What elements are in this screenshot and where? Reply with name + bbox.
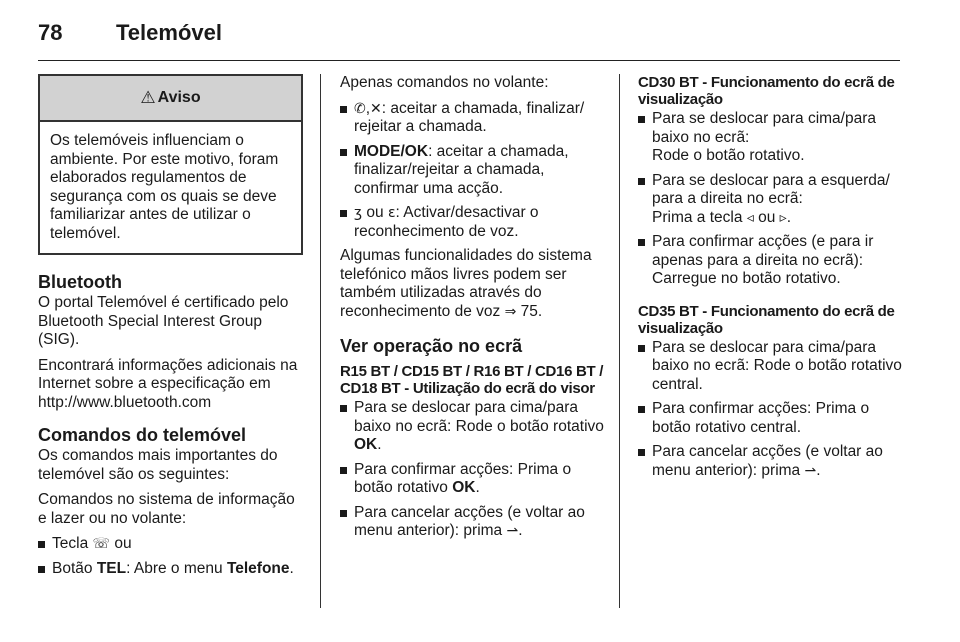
bluetooth-paragraph-2: Encontrará informações adicionais na Internet sobre a especificação em http://www.bluetooth.com (38, 356, 298, 411)
list-item (638, 443, 902, 480)
list-item: Para confirmar acções: Prima o botão rotativo central. (638, 400, 902, 437)
back-icon: ⇀ (506, 523, 519, 539)
column-divider-1 (320, 74, 321, 608)
bullet-text: . (475, 479, 480, 496)
bullet-text: Tecla (52, 535, 89, 552)
phone-key-icon: ☏ (92, 536, 111, 552)
bullet-text: : Activar/desactivar o reconhecimento de voz. (354, 204, 539, 240)
right-arrow-icon: ▹ (779, 209, 787, 226)
bullet-text: ou (366, 204, 384, 221)
list-item (340, 204, 605, 241)
bullet-text: ou (758, 208, 776, 226)
commands-list (38, 535, 303, 578)
bullet-text: : Abre o menu (126, 559, 223, 577)
list-item (38, 560, 303, 579)
voice-off-icon: ɛ (387, 205, 396, 221)
list-item (340, 504, 605, 541)
list-item: ✆,✕: aceitar a chamada, finalizar/ rejeitar a chamada. (340, 100, 605, 137)
ok-label: OK (452, 479, 476, 496)
column-1 (38, 74, 303, 584)
warning-header (40, 76, 301, 122)
ok-label: OK (354, 436, 378, 453)
commands-heading: Comandos do telemóvel (38, 425, 247, 445)
display-operation-list (340, 399, 605, 541)
cd30-heading: CD30 BT - Funcionamento do ecrã de visualização (638, 74, 895, 108)
left-arrow-icon: ◃ (746, 209, 754, 226)
list-item: Para se deslocar para cima/para baixo no ecrã: Rode o botão rotativo central. (638, 339, 902, 395)
bullet-text: Rode o botão rotativo. (652, 147, 805, 164)
bullet-text: Para confirmar acções: Prima o botão rotativo (354, 460, 572, 496)
list-item (340, 461, 605, 498)
list-item (638, 172, 902, 228)
warning-text: Os telemóveis influenciam o ambiente. Por este motivo, foram elaborados regulamentos de segurança com os quais se deve familiarizar antes de utilizar o telemóvel. (50, 132, 279, 242)
column-3 (638, 74, 902, 486)
cd30-list (638, 110, 902, 289)
sub-heading: R15 BT / CD15 BT / R16 BT / CD16 BT / CD18 BT - Utilização do ecrã do visor (340, 363, 604, 397)
bullet-text: Para cancelar acções (e voltar ao menu anterior): prima (354, 503, 585, 539)
features-text: Algumas funcionalidades do sistema telefónico mãos livres podem ser também utilizadas através do reconhecimento de voz (340, 247, 592, 320)
bullet-text: . (786, 208, 792, 226)
list-item (38, 535, 303, 554)
bullet-text: : aceitar a chamada, finalizar/ rejeitar a chamada. (354, 99, 585, 135)
reference-arrow-icon: ⇒ (504, 303, 517, 320)
bullet-text: Para se deslocar para cima/para baixo no ecrã: (652, 110, 877, 146)
bullet-text: Para cancelar acções (e voltar ao menu anterior): prima (652, 443, 883, 479)
bullet-text: : aceitar a chamada, finalizar/rejeitar a chamada, confirmar uma acção. (354, 142, 569, 197)
warning-title: Aviso (157, 88, 201, 106)
warning-icon: ⚠ (140, 87, 156, 107)
bullet-text: . (377, 436, 382, 453)
list-item (638, 233, 902, 289)
column-divider-2 (619, 74, 620, 608)
steering-commands-list (340, 100, 605, 242)
column-2 (340, 74, 605, 547)
call-accept-icon: ✆ (354, 100, 366, 117)
features-paragraph (340, 247, 605, 321)
tel-key-label: TEL (96, 559, 127, 577)
section-heading: Ver operação no ecrã (340, 336, 523, 356)
bullet-text: . (289, 559, 294, 577)
bullet-text: Carregue no botão rotativo. (652, 270, 841, 287)
page-number: 78 (38, 20, 63, 45)
bullet-text: Para se deslocar para cima/para baixo no ecrã: Rode o botão rotativo (354, 399, 604, 435)
bluetooth-paragraph-1: O portal Telemóvel é certificado pelo Bluetooth Special Interest Group (SIG). (38, 294, 289, 348)
steering-intro: Apenas comandos no volante: (340, 74, 549, 91)
bullet-text: Para se deslocar para a esquerda/ para a direita no ecrã: (652, 171, 890, 207)
warning-box (38, 74, 303, 255)
bullet-text: Para confirmar acções (e para ir apenas para a direita no ecrã): (652, 233, 874, 269)
bullet-text: Botão (52, 559, 93, 577)
mode-ok-label: MODE/OK (354, 142, 429, 160)
telefone-menu-label: Telefone (226, 559, 290, 577)
commands-paragraph-2: Comandos no sistema de informação e lazer ou no volante: (38, 491, 295, 527)
bullet-text: Prima a tecla (652, 208, 743, 226)
call-end-icon: ✕ (370, 100, 382, 117)
cd35-list (638, 339, 902, 481)
bluetooth-heading: Bluetooth (38, 272, 122, 292)
bullet-text: . (816, 461, 821, 479)
header-rule (38, 60, 900, 61)
bullet-text: . (518, 522, 523, 539)
page-reference: 75. (520, 302, 543, 320)
list-item (638, 110, 902, 166)
list-item (340, 143, 605, 199)
bullet-text: ou (114, 535, 132, 552)
page-title: Telemóvel (116, 20, 222, 45)
cd35-heading: CD35 BT - Funcionamento do ecrã de visualização (638, 302, 895, 337)
back-icon: ⇀ (804, 462, 817, 479)
voice-icon: ʒ (354, 205, 363, 221)
list-item (340, 399, 605, 455)
commands-paragraph-1: Os comandos mais importantes do telemóvel são os seguintes: (38, 447, 278, 483)
